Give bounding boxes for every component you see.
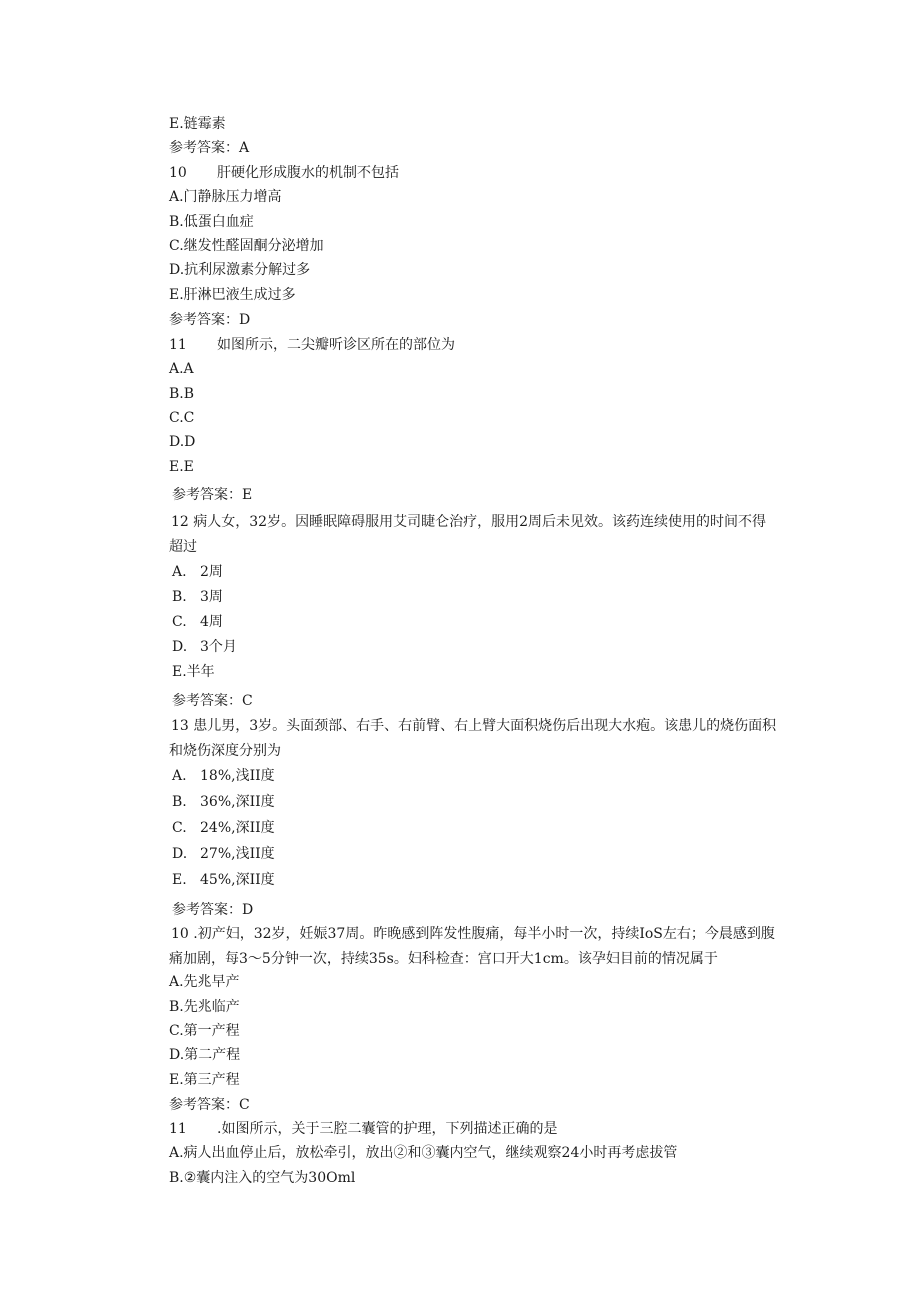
option-label: B. <box>172 589 187 605</box>
option-c: C.第一产程 <box>169 1023 240 1039</box>
option-d: D.抗利尿激素分解过多 <box>169 262 311 278</box>
option-c <box>172 612 223 632</box>
answer-key: 参考答案：C <box>169 1097 250 1113</box>
option-e: E.半年 <box>172 664 215 680</box>
option-e <box>172 870 275 890</box>
option-c: C.C <box>169 410 195 426</box>
option-b: B.②囊内注入的空气为30Oml <box>169 1170 356 1186</box>
option-b: B.低蛋白血症 <box>169 214 254 230</box>
option-text: 45%,深II度 <box>200 872 275 888</box>
option-e: E.第三产程 <box>169 1072 240 1088</box>
option-text: 36%,深II度 <box>200 794 275 810</box>
option-label: D. <box>172 639 188 655</box>
answer-key: 参考答案：C <box>172 693 253 709</box>
option-d <box>172 637 237 657</box>
answer-key: 参考答案：A <box>169 140 250 156</box>
option-label: C. <box>172 614 187 630</box>
option-a: A.门静脉压力增高 <box>169 189 282 205</box>
answer-key: 参考答案：D <box>172 902 254 918</box>
option-d: D.第二产程 <box>169 1047 241 1063</box>
question-stem: 12 病人女，32岁。因睡眠障碍服用艾司睫仑治疗，服用2周后未见效。该药连续使用的时间不得超过 <box>169 514 766 555</box>
option-c <box>172 818 275 838</box>
option-c: C.继发性醛固酮分泌增加 <box>169 238 324 254</box>
option-text: 2周 <box>200 564 223 580</box>
option-label: E. <box>172 872 187 888</box>
option-b <box>172 587 223 607</box>
question-text: 肝硬化形成腹水的机制不包括 <box>217 165 399 181</box>
question-number: 10 <box>169 165 187 181</box>
option-label: A. <box>172 768 187 784</box>
question-stem <box>169 163 399 183</box>
option-a: A.先兆早产 <box>169 974 240 990</box>
question-stem: 10 .初产妇，32岁，妊娠37周。昨晚感到阵发性腹痛，每半小时一次，持续IoS左右；今晨感到腹痛加剧，每3～5分钟一次，持续35s。妇科检查：宫口开大1cm。该孕妇目前的情况属于 <box>169 926 775 967</box>
answer-key: 参考答案：D <box>169 312 251 328</box>
option-text: 4周 <box>200 614 223 630</box>
option-label: C. <box>172 820 187 836</box>
question-stem <box>169 1119 557 1139</box>
option-e: E.链霉素 <box>169 116 226 132</box>
option-a: A.病人出血停止后，放松牵引，放出②和③囊内空气，继续观察24小时再考虑拔管 <box>169 1145 678 1161</box>
option-e: E.肝淋巴液生成过多 <box>169 287 296 303</box>
option-text: 3周 <box>200 589 223 605</box>
option-text: 24%,深II度 <box>200 820 275 836</box>
option-a <box>172 766 275 786</box>
option-d: D.D <box>169 434 196 450</box>
question-number: 11 <box>169 1121 187 1137</box>
question-text: 如图所示，二尖瓣听诊区所在的部位为 <box>217 337 455 353</box>
option-label: B. <box>172 794 187 810</box>
option-label: D. <box>172 846 188 862</box>
option-text: 18%,浅II度 <box>200 768 275 784</box>
option-b: B.B <box>169 386 195 402</box>
option-text: 27%,浅II度 <box>200 846 275 862</box>
option-label: A. <box>172 564 187 580</box>
option-b: B.先兆临产 <box>169 999 240 1015</box>
option-a <box>172 562 223 582</box>
answer-key: 参考答案：E <box>172 487 253 503</box>
question-text: .如图所示，关于三腔二囊管的护理，下列描述正确的是 <box>217 1121 558 1137</box>
option-b <box>172 792 275 812</box>
question-stem: 13 患儿男，3岁。头面颈部、右手、右前臂、右上臂大面积烧伤后出现大水疱。该患儿的烧伤面积和烧伤深度分别为 <box>169 718 777 759</box>
question-stem <box>169 335 455 355</box>
option-e: E.E <box>169 459 194 475</box>
question-number: 11 <box>169 337 187 353</box>
option-text: 3个月 <box>200 639 237 655</box>
option-a: A.A <box>169 361 194 377</box>
option-d <box>172 844 275 864</box>
